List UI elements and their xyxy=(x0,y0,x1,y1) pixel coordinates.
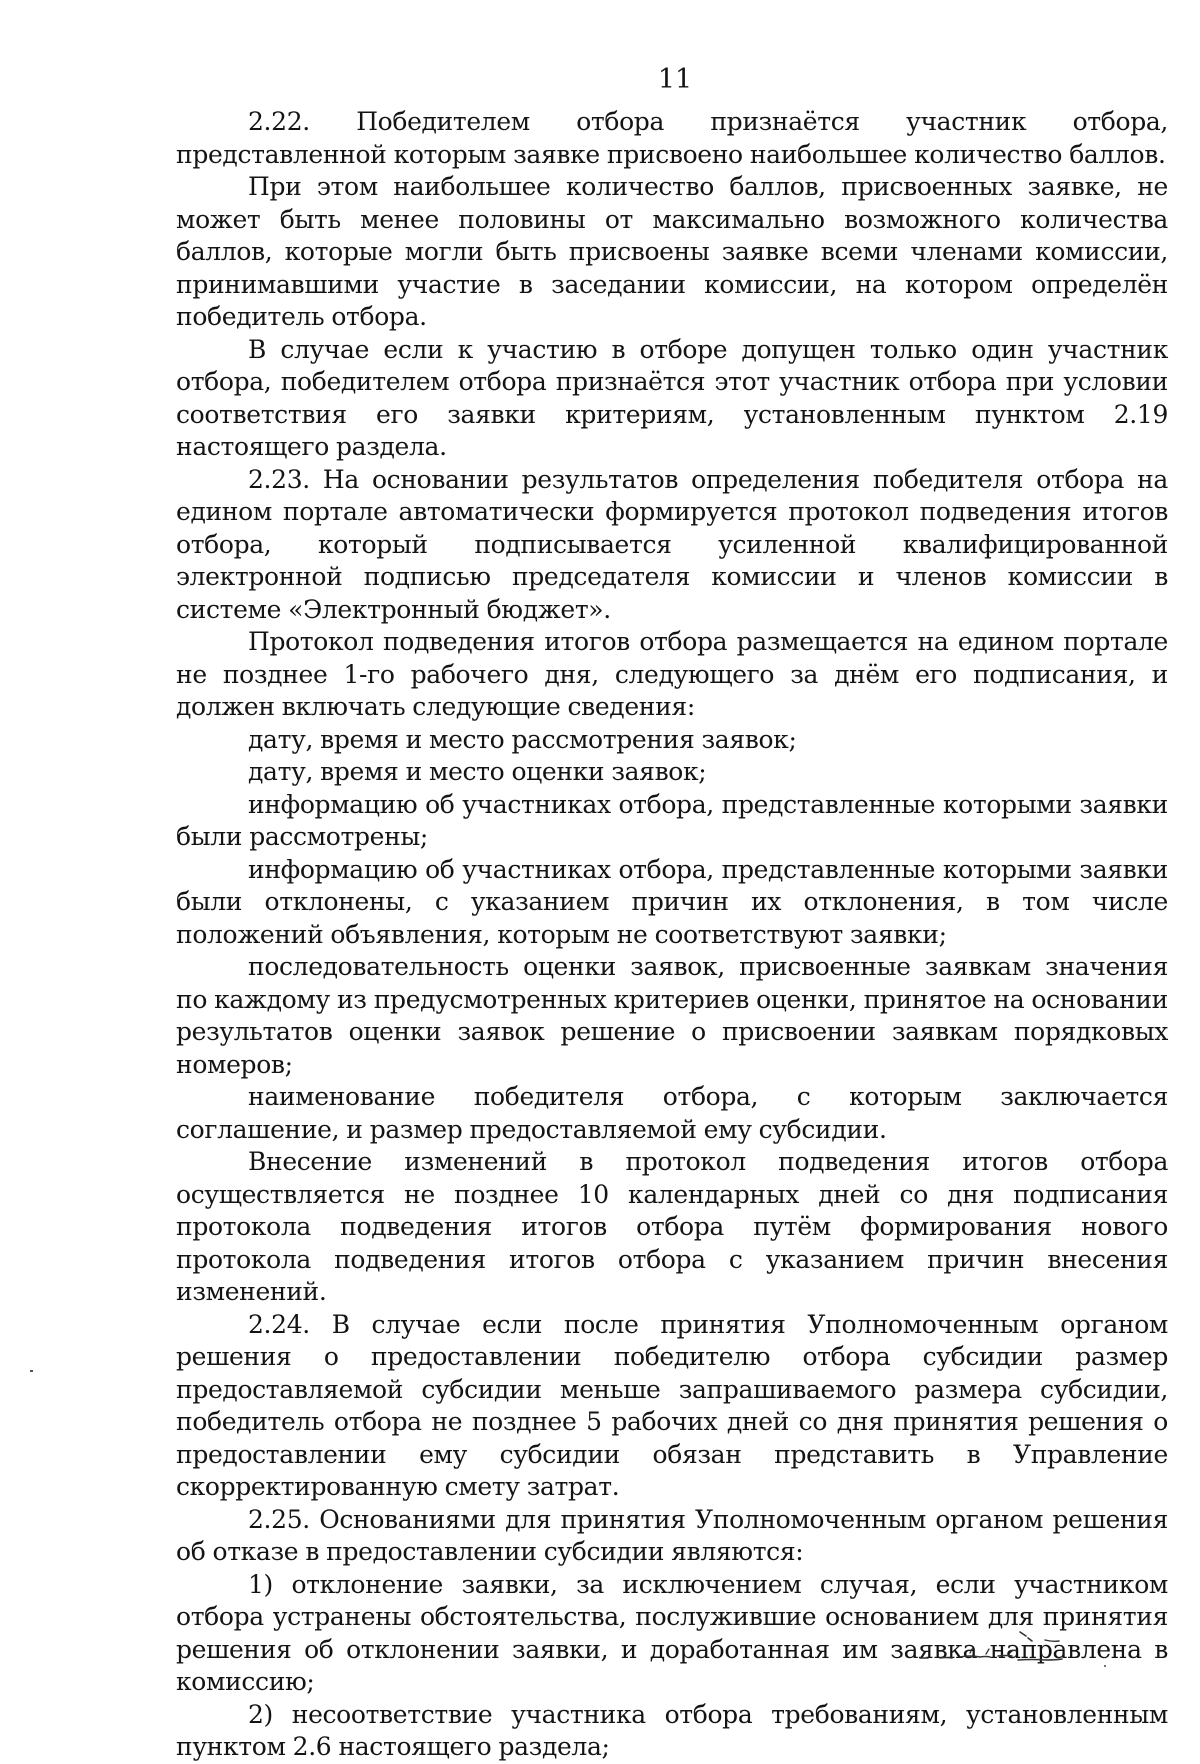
list-item-evaluation-sequence: последовательность оценки заявок, присвоенные заявкам значения по каждому из предусмотренных критериев оценки, принятое на основании результатов оценки заявок решение о присвоении заявкам порядковых номеров; xyxy=(176,952,1168,1079)
list-item-evaluation-date: дату, время и место оценки заявок; xyxy=(248,757,707,786)
scan-speck xyxy=(30,1370,33,1372)
paragraph-2-25: 2.25. Основаниями для принятия Уполномоченным органом решения об отказе в предоставлении субсидии являются: xyxy=(176,1504,1168,1566)
list-item-refusal-reason-1: 1) отклонение заявки, за исключением случая, если участником отбора устранены обстоятельства, послужившие основанием для принятия решения об отклонении заявки, и доработанная им заявка направлена в комиссию; xyxy=(176,1569,1168,1696)
paragraph-single-participant: В случае если к участию в отборе допущен только один участник отбора, победителем отбора признаётся этот участник отбора при условии соответствия его заявки критериям, установленным пунктом 2.19 настоящего раздела. xyxy=(176,334,1168,461)
paragraph-2-22: 2.22. Победителем отбора признаётся участник отбора, представленной которым заявке присвоено наибольшее количество баллов. xyxy=(176,107,1168,169)
signature-mark xyxy=(900,1620,1120,1680)
paragraph-protocol-publication: Протокол подведения итогов отбора размещается на едином портале не позднее 1-го рабочего дня, следующего за днём его подписания, и должен включать следующие сведения: xyxy=(176,627,1168,721)
paragraph-2-23: 2.23. На основании результатов определения победителя отбора на едином портале автоматически формируется протокол подведения итогов отбора, который подписывается усиленной квалифицированной электронной подписью председателя комиссии и членов комиссии в системе «Электронный бюджет». xyxy=(176,464,1168,624)
list-item-refusal-reason-2: 2) несоответствие участника отбора требованиям, установленным пунктом 2.6 настоящего раздела; xyxy=(176,1699,1168,1761)
paragraph-max-points: При этом наибольшее количество баллов, присвоенных заявке, не может быть менее половины от максимально возможного количества баллов, которые могли быть присвоены заявке всеми членами комиссии, принимавшими участие в заседании комиссии, на котором определён победитель отбора. xyxy=(176,172,1168,331)
document-body xyxy=(176,106,1168,1764)
paragraph-2-24: 2.24. В случае если после принятия Уполномоченным органом решения о предоставлении победителю отбора субсидии размер предоставляемой субсидии меньше запрашиваемого размера субсидии, победитель отбора не позднее 5 рабочих дней со дня принятия решения о предоставлении ему субсидии обязан представить в Управление скорректированную смету затрат. xyxy=(176,1309,1168,1501)
page-number: 11 xyxy=(657,64,693,95)
list-item-rejected-participants: информацию об участниках отбора, представленные которыми заявки были отклонены, с указанием причин их отклонения, в том числе положений объявления, которым не соответствуют заявки; xyxy=(176,854,1168,949)
list-item-review-date: дату, время и место рассмотрения заявок; xyxy=(248,724,797,754)
list-item-winner-name: наименование победителя отбора, с которым заключается соглашение, и размер предоставляемой ему субсидии. xyxy=(176,1082,1168,1144)
list-item-reviewed-participants: информацию об участниках отбора, представленные которыми заявки были рассмотрены; xyxy=(176,789,1168,851)
paragraph-protocol-changes: Внесение изменений в протокол подведения итогов отбора осуществляется не позднее 10 календарных дней со дня подписания протокола подведения итогов отбора путём формирования нового протокола подведения итогов отбора с указанием причин внесения изменений. xyxy=(176,1147,1168,1306)
